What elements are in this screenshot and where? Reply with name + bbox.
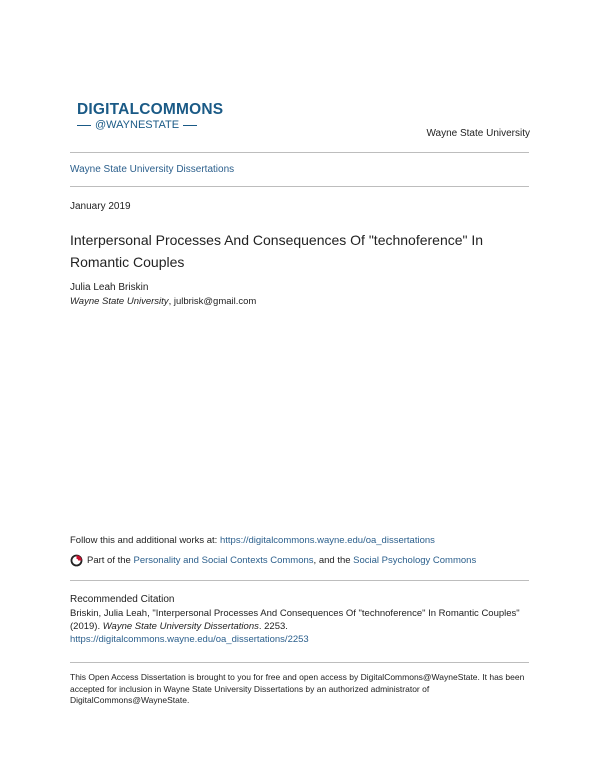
access-notice: This Open Access Dissertation is brought to you for free and open access by DigitalCommons@WayneState. It has been accepted for inclusion in Wayne State University Dissertations by an authorized administrator of DigitalCommons@WayneState. [70, 672, 525, 705]
citation-heading: Recommended Citation [70, 594, 175, 605]
logo-subtitle-row [77, 119, 212, 131]
partof-middle: , and the [313, 555, 354, 566]
author-name: Julia Leah Briskin [70, 282, 149, 293]
divider-series [70, 186, 529, 187]
citation-link[interactable]: https://digitalcommons.wayne.edu/oa_dissertations/2253 [70, 634, 309, 645]
partof-prefix: Part of the [87, 555, 134, 566]
citation-body: Briskin, Julia Leah, "Interpersonal Processes And Consequences Of "technoference" In Romantic Couples" (2019). [70, 608, 520, 632]
citation-text [70, 607, 532, 646]
logo-title: DIGITALCOMMONS [77, 101, 224, 118]
author-affiliation-line [70, 296, 256, 307]
digitalcommons-logo[interactable] [77, 101, 224, 131]
part-of-line [70, 554, 476, 567]
social-psychology-commons-link[interactable]: Social Psychology Commons [353, 555, 477, 566]
citation-number: . 2253. [258, 621, 288, 632]
follow-prefix: Follow this and additional works at: [70, 535, 220, 546]
open-access-icon [70, 554, 83, 567]
publication-date: January 2019 [70, 201, 131, 212]
logo-subtitle: @WAYNESTATE [95, 119, 180, 131]
follow-line [70, 535, 435, 546]
logo-dash-left [77, 125, 91, 126]
dissertation-title: Interpersonal Processes And Consequences Of "technoference" In Romantic Couples [70, 232, 484, 270]
citation-series: Wayne State University Dissertations [102, 621, 259, 632]
divider-top [70, 152, 529, 153]
author-affiliation: Wayne State University [70, 296, 169, 307]
personality-commons-link[interactable]: Personality and Social Contexts Commons [133, 555, 314, 566]
logo-dash-right [183, 125, 197, 126]
series-link[interactable]: Wayne State University Dissertations [70, 164, 235, 175]
follow-link[interactable]: https://digitalcommons.wayne.edu/oa_dissertations [219, 535, 435, 546]
divider-citation [70, 580, 529, 581]
author-email: , julbrisk@gmail.com [168, 296, 257, 307]
header-university: Wayne State University [426, 128, 530, 139]
divider-notice [70, 662, 529, 663]
